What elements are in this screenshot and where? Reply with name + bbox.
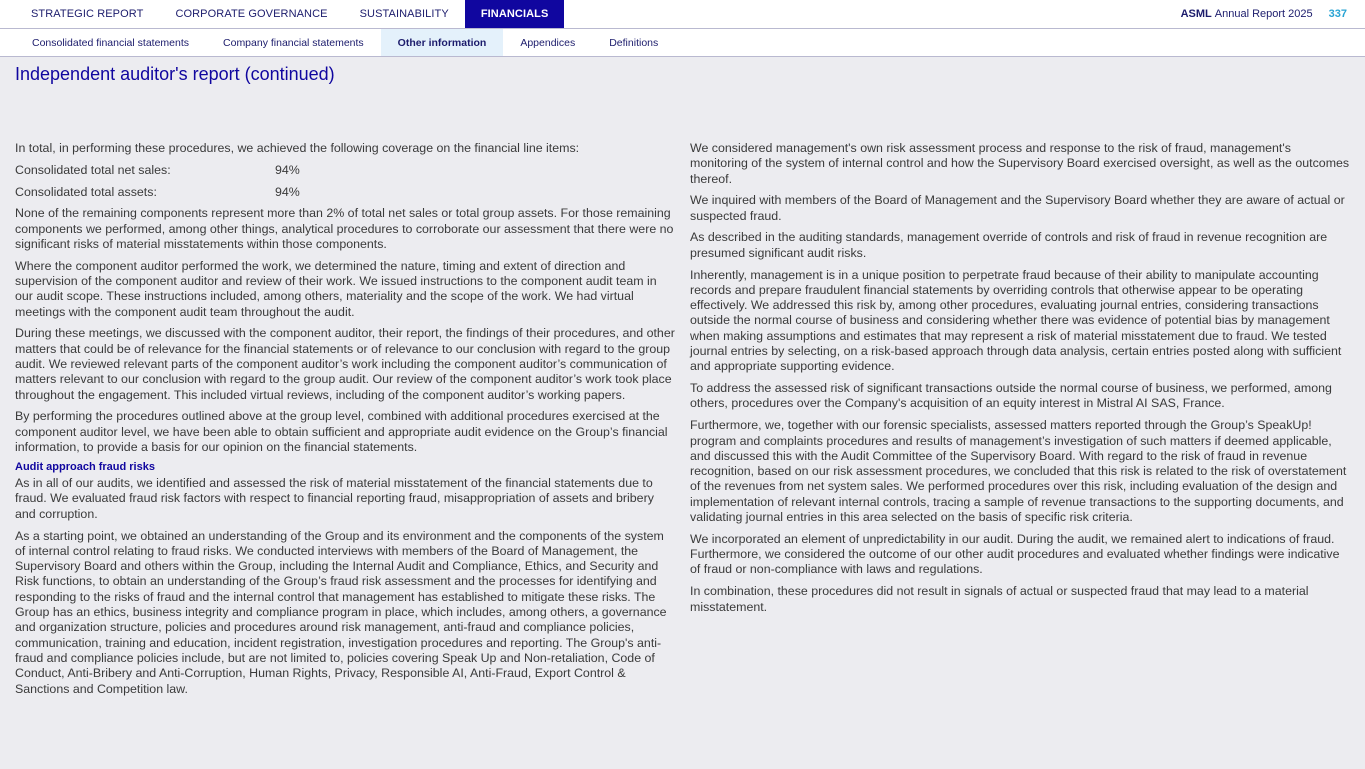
paragraph: To address the assessed risk of significant transactions outside the normal course of business, we performed, among others, procedures over the Company's acquisition of an equity interest in Mistral AI SAS, France.: [690, 381, 1332, 411]
subtab-appendices[interactable]: Appendices: [520, 36, 576, 49]
paragraph: In total, in performing these procedures, we achieved the following coverage on the financial line items:: [15, 141, 580, 155]
paragraph: In combination, these procedures did not result in signals of actual or suspected fraud that may lead to a material misstatement.: [690, 584, 1309, 614]
paragraph: As a starting point, we obtained an understanding of the Group and its environment and the components of the system of internal control relating to fraud risks. We conducted interviews with members of the Board of Management, the Supervisory Board and others within the Group, including the Internal Audit and Compliance, Ethics, and Security and Risk functions, to obtain an understanding of the Group’s fraud risk assessment and the processes for identifying and responding to the risks of fraud and the internal control that management has established to mitigate these risks. The Group has an ethics, business integrity and compliance program in place, which includes, among others, a governance and organization structure, policies and procedures around risk management, anti-fraud and compliance policies, communication, training and education, incident registration, investigation procedures and reporting. The Group's anti-fraud and compliance policies include, but are not limited to, policies covering Speak Up and Non-retaliation, Code of Conduct, Anti-Bribery and Anti-Corruption, Human Rights, Privacy, Responsible AI, Anti-Fraud, Export Control & Sanctions and Competition law.: [15, 528, 667, 696]
brand-name: ASML: [1180, 8, 1212, 20]
tab-corporate-governance[interactable]: CORPORATE GOVERNANCE: [175, 8, 328, 20]
coverage-row: [15, 163, 677, 178]
subtab-other-information[interactable]: Other information: [381, 29, 504, 56]
coverage-value: 94%: [275, 184, 300, 199]
page-title: Independent auditor's report (continued): [15, 64, 335, 84]
section-heading: Audit approach fraud risks: [15, 460, 155, 473]
top-navigation: [0, 0, 1365, 29]
paragraph: As in all of our audits, we identified and assessed the risk of material misstatement of the financial statements due to fraud. We evaluated fraud risk factors with respect to financial reporting fraud, misappropriation of assets and bribery and corruption.: [15, 476, 654, 521]
report-name: Annual Report 2025: [1214, 8, 1313, 20]
page-number: 337: [1328, 8, 1347, 20]
paragraph: Where the component auditor performed the work, we determined the nature, timing and extent of direction and supervision of the component auditor and review of their work. We issued instructions to the component audit team in our audit scope. These instructions included, among others, materiality and the scope of the work. We had virtual meetings with the component audit team throughout the audit.: [15, 258, 657, 319]
tab-financials[interactable]: FINANCIALS: [465, 0, 565, 28]
paragraph: Furthermore, we, together with our forensic specialists, assessed matters reported through the Group’s SpeakUp! program and complaints procedures and results of management’s investigation of such matters if deemed applicable, and discussed this with the Audit Committee of the Supervisory Board. With regard to the risk of fraud in revenue recognition, based on our risk assessment procedures, we concluded that this risk is related to the risk of overstatement of the revenues from net system sales. We performed procedures over this risk, including evaluation of the design and implementation of relevant internal controls, tracing a sample of revenue transactions to the supporting documents, and validating journal entries in this area selected on the basis of specific risk criteria.: [690, 418, 1347, 525]
sub-navigation: [0, 29, 1365, 57]
paragraph: We considered management's own risk assessment process and response to the risk of fraud, management's monitoring of the system of internal control and how the Supervisory Board exercised oversight, as well as the outcomes thereof.: [690, 141, 1350, 186]
paragraph: We inquired with members of the Board of Management and the Supervisory Board whether they are aware of actual or suspected fraud.: [690, 193, 1345, 223]
paragraph: None of the remaining components represent more than 2% of total net sales or total group assets. For those remaining components we performed, among other things, analytical procedures to corroborate our assessment that there were no significant risks of material misstatements within those components.: [15, 206, 674, 251]
paragraph: Inherently, management is in a unique position to perpetrate fraud because of their ability to manipulate accounting records and prepare fraudulent financial statements by overriding controls that otherwise appear to be operating effectively. We addressed this risk by, among other procedures, evaluating journal entries, considering transactions outside the normal course of business and considering whether there was evidence of potential bias by management when making assumptions and estimates that may represent a risk of material misstatement due to fraud. We tested journal entries by selecting, on a risk-based approach through data analysis, certain entries posted along with sufficient and appropriate supporting evidence.: [690, 267, 1342, 374]
left-column: [15, 141, 677, 703]
subtab-company-financial-statements[interactable]: Company financial statements: [223, 36, 364, 49]
paragraph: During these meetings, we discussed with the component auditor, their report, the findings of their procedures, and other matters that could be of relevance for the financial statements or of relevance to our conclusion with regard to the group audit. We reviewed relevant parts of the component auditor’s work including the component auditor’s communication of matters relevant to our conclusion with regard to the group audit. Our review of the component auditor’s work took place throughout the engagement. This included virtual reviews, including of the component auditor’s working papers.: [15, 326, 675, 402]
paragraph: We incorporated an element of unpredictability in our audit. During the audit, we remained alert to indications of fraud. Furthermore, we considered the outcome of our other audit procedures and evaluated whether findings were indicative of fraud or non-compliance with laws and regulations.: [690, 531, 1340, 577]
tab-strategic-report[interactable]: STRATEGIC REPORT: [31, 8, 144, 20]
right-column: [690, 141, 1352, 621]
paragraph: By performing the procedures outlined above at the group level, combined with additional procedures exercised at the component auditor level, we have been able to obtain sufficient and appropriate audit evidence on the Group’s financial information, to provide a basis for our opinion on the financial statements.: [15, 409, 668, 455]
report-branding: [1181, 0, 1347, 28]
coverage-label: Consolidated total assets:: [15, 184, 157, 199]
coverage-label: Consolidated total net sales:: [15, 162, 171, 177]
tab-sustainability[interactable]: SUSTAINABILITY: [359, 8, 449, 20]
coverage-row: [15, 185, 677, 200]
coverage-value: 94%: [275, 162, 300, 177]
subtab-definitions[interactable]: Definitions: [609, 36, 659, 49]
subtab-consolidated-financial-statements[interactable]: Consolidated financial statements: [32, 36, 190, 49]
paragraph: As described in the auditing standards, management override of controls and risk of fraud in revenue recognition are presumed significant audit risks.: [690, 230, 1328, 260]
